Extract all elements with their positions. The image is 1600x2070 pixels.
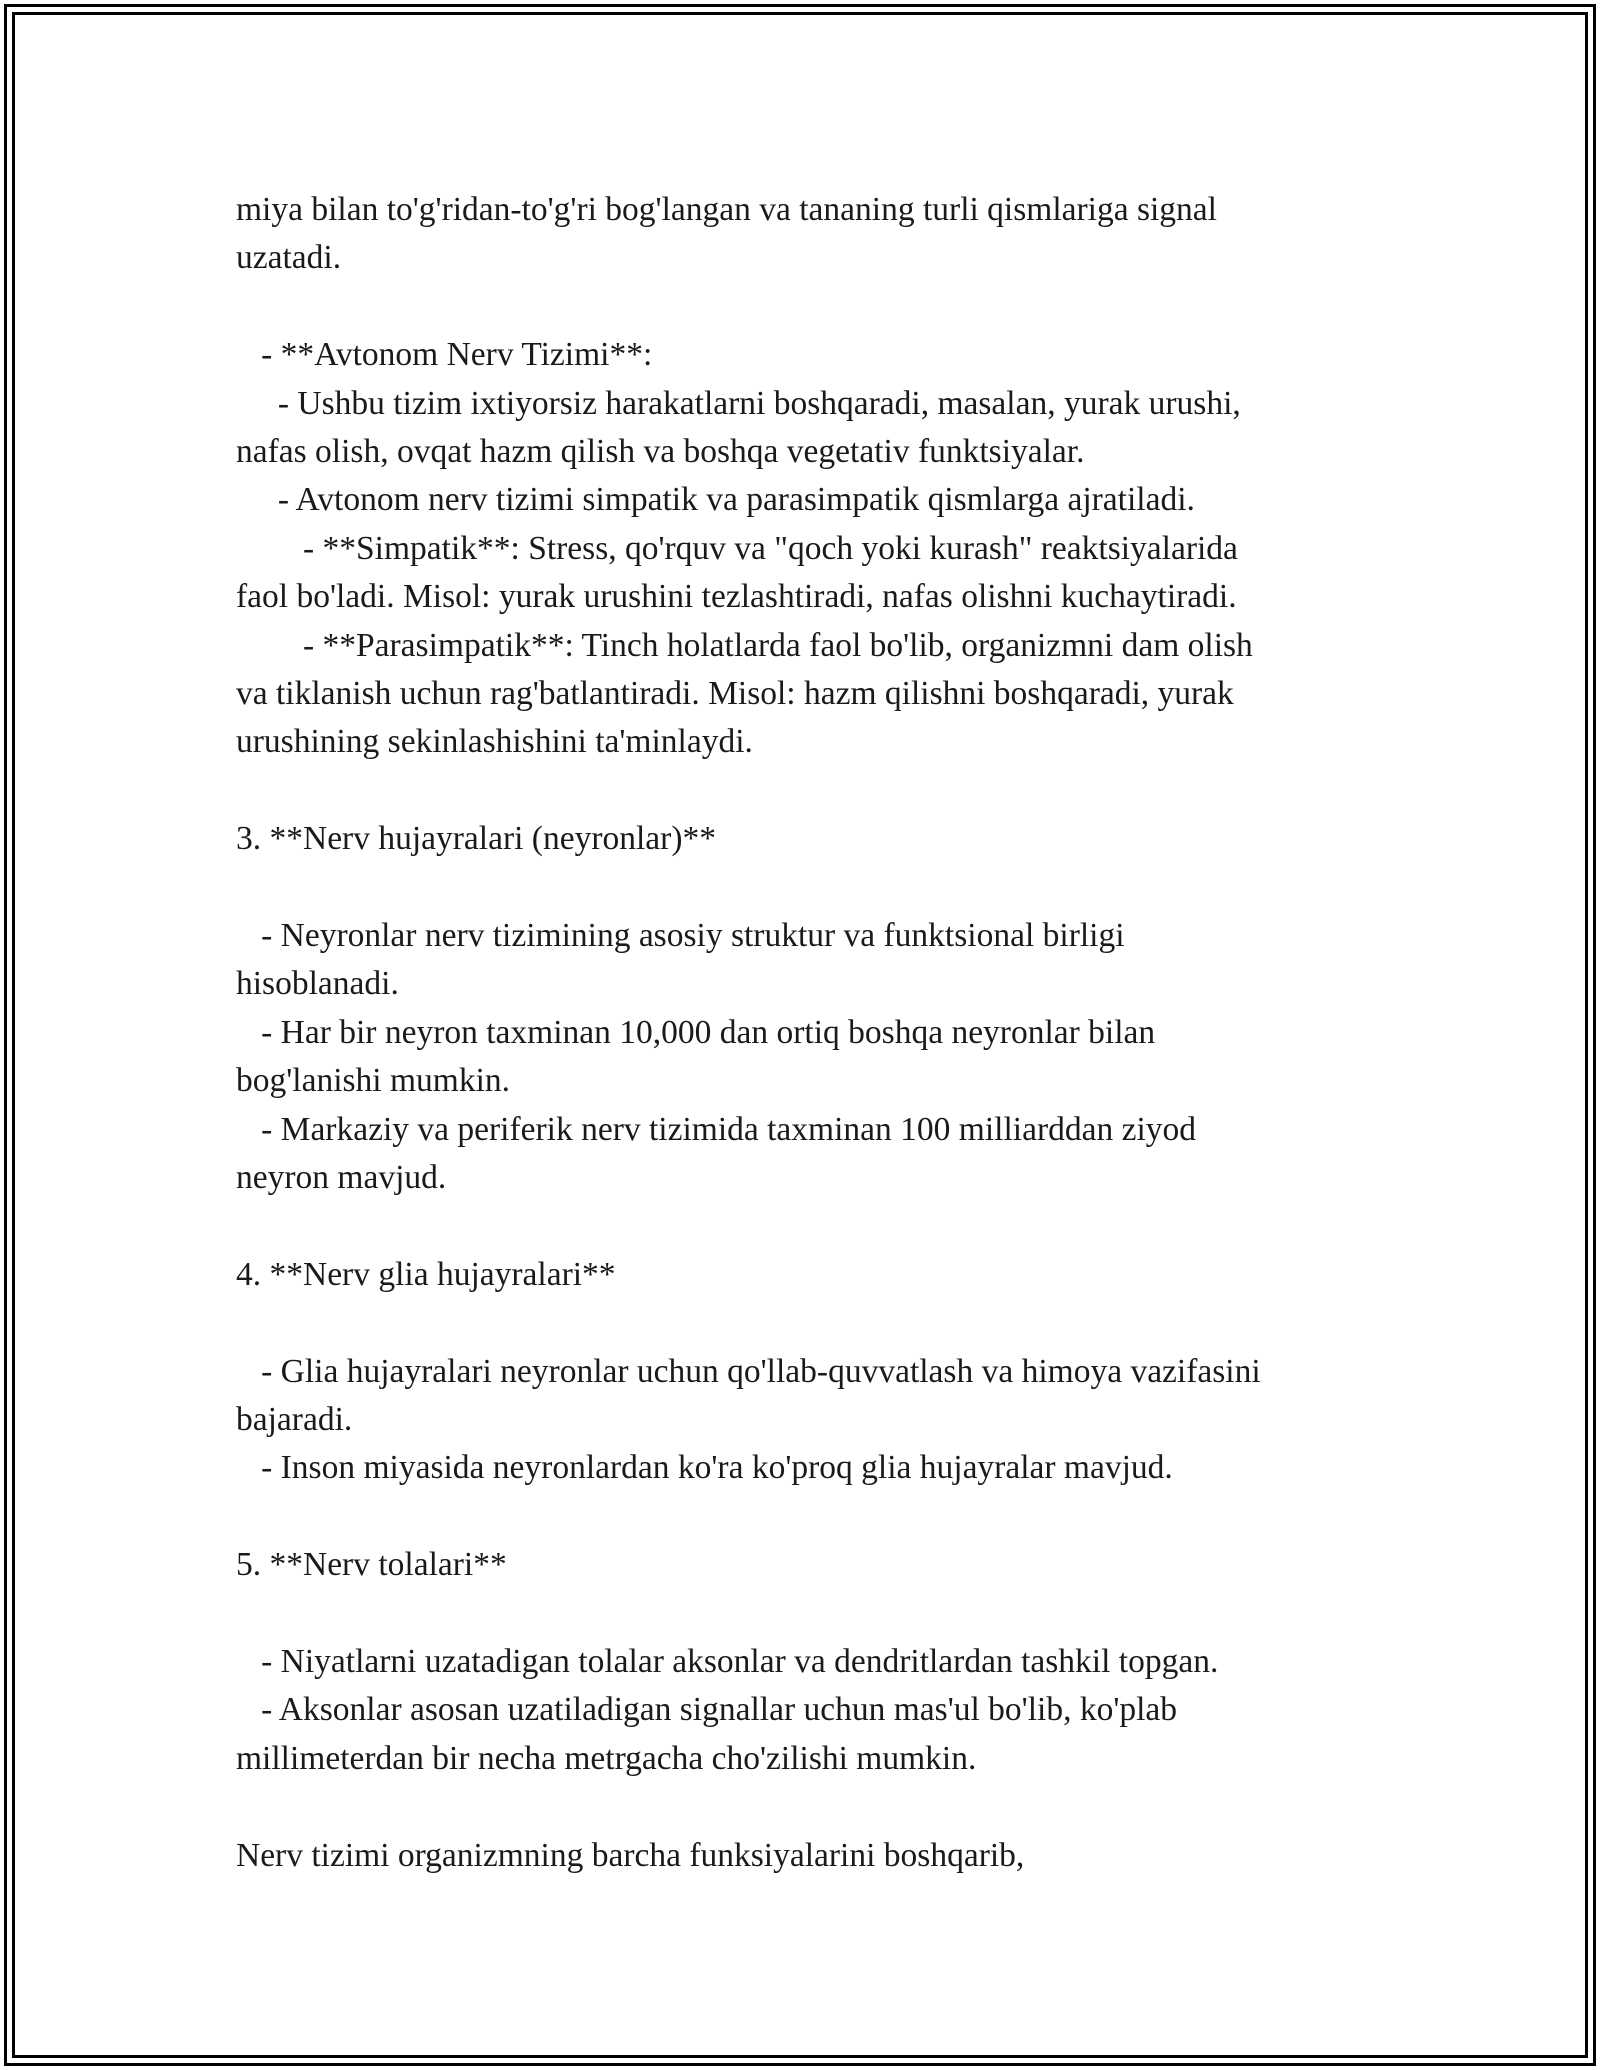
blank-line — [236, 1493, 1366, 1541]
text-line: - Markaziy va periferik nerv tizimida taxminan 100 milliarddan ziyod — [236, 1110, 1197, 1148]
text-line: va tiklanish uchun rag'batlantiradi. Misol: hazm qilishni boshqaradi, yurak — [236, 675, 1234, 713]
text-line: neyron mavjud. — [236, 1159, 447, 1197]
text-line: uzatadi. — [236, 239, 342, 277]
text-line: faol bo'ladi. Misol: yurak urushini tezlashtiradi, nafas olishni kuchaytiradi. — [236, 578, 1237, 616]
text-line: - **Simpatik**: Stress, qo'rquv va "qoch yoki kurash" reaktsiyalarida — [236, 529, 1238, 567]
blank-line — [236, 283, 1366, 331]
text-line: - Har bir neyron taxminan 10,000 dan ortiq boshqa neyronlar bilan — [236, 1013, 1156, 1051]
text-line: bog'lanishi mumkin. — [236, 1062, 511, 1100]
text-line: - Inson miyasida neyronlardan ko'ra ko'proq glia hujayralar mavjud. — [236, 1449, 1173, 1487]
text-line: - Avtonom nerv tizimi simpatik va parasimpatik qismlarga ajratiladi. — [236, 481, 1195, 519]
section-heading: 5. **Nerv tolalari** — [236, 1546, 507, 1584]
blank-line — [236, 1590, 1366, 1638]
text-line: - Neyronlar nerv tizimining asosiy struktur va funktsional birligi — [236, 917, 1125, 955]
text-line: millimeterdan bir necha metrgacha cho'zilishi mumkin. — [236, 1739, 977, 1777]
text-line: urushining sekinlashishini ta'minlaydi. — [236, 723, 753, 761]
text-line: bajaradi. — [236, 1401, 353, 1439]
document-body — [236, 186, 1366, 1880]
text-line: - Glia hujayralari neyronlar uchun qo'llab-quvvatlash va himoya vazifasini — [236, 1352, 1261, 1390]
text-line: - Aksonlar asosan uzatiladigan signallar uchun mas'ul bo'lib, ko'plab — [236, 1691, 1178, 1729]
blank-line — [236, 1783, 1366, 1831]
blank-line — [236, 1202, 1366, 1250]
blank-line — [236, 1299, 1366, 1347]
text-line: - Ushbu tizim ixtiyorsiz harakatlarni boshqaradi, masalan, yurak urushi, — [236, 384, 1241, 422]
section-heading: 3. **Nerv hujayralari (neyronlar)** — [236, 820, 716, 858]
blank-line — [236, 864, 1366, 912]
text-line: - **Parasimpatik**: Tinch holatlarda faol bo'lib, organizmni dam olish — [236, 626, 1253, 664]
section-heading: 4. **Nerv glia hujayralari** — [236, 1255, 616, 1293]
list-heading: - **Avtonom Nerv Tizimi**: — [236, 336, 653, 374]
text-line: Nerv tizimi organizmning barcha funksiyalarini boshqarib, — [236, 1836, 1025, 1874]
text-line: - Niyatlarni uzatadigan tolalar aksonlar va dendritlardan tashkil topgan. — [236, 1643, 1219, 1681]
text-line: miya bilan to'g'ridan-to'g'ri bog'langan va tananing turli qismlariga signal — [236, 191, 1217, 228]
text-line: hisoblanadi. — [236, 965, 399, 1003]
text-line: nafas olish, ovqat hazm qilish va boshqa vegetativ funktsiyalar. — [236, 433, 1085, 471]
blank-line — [236, 767, 1366, 815]
